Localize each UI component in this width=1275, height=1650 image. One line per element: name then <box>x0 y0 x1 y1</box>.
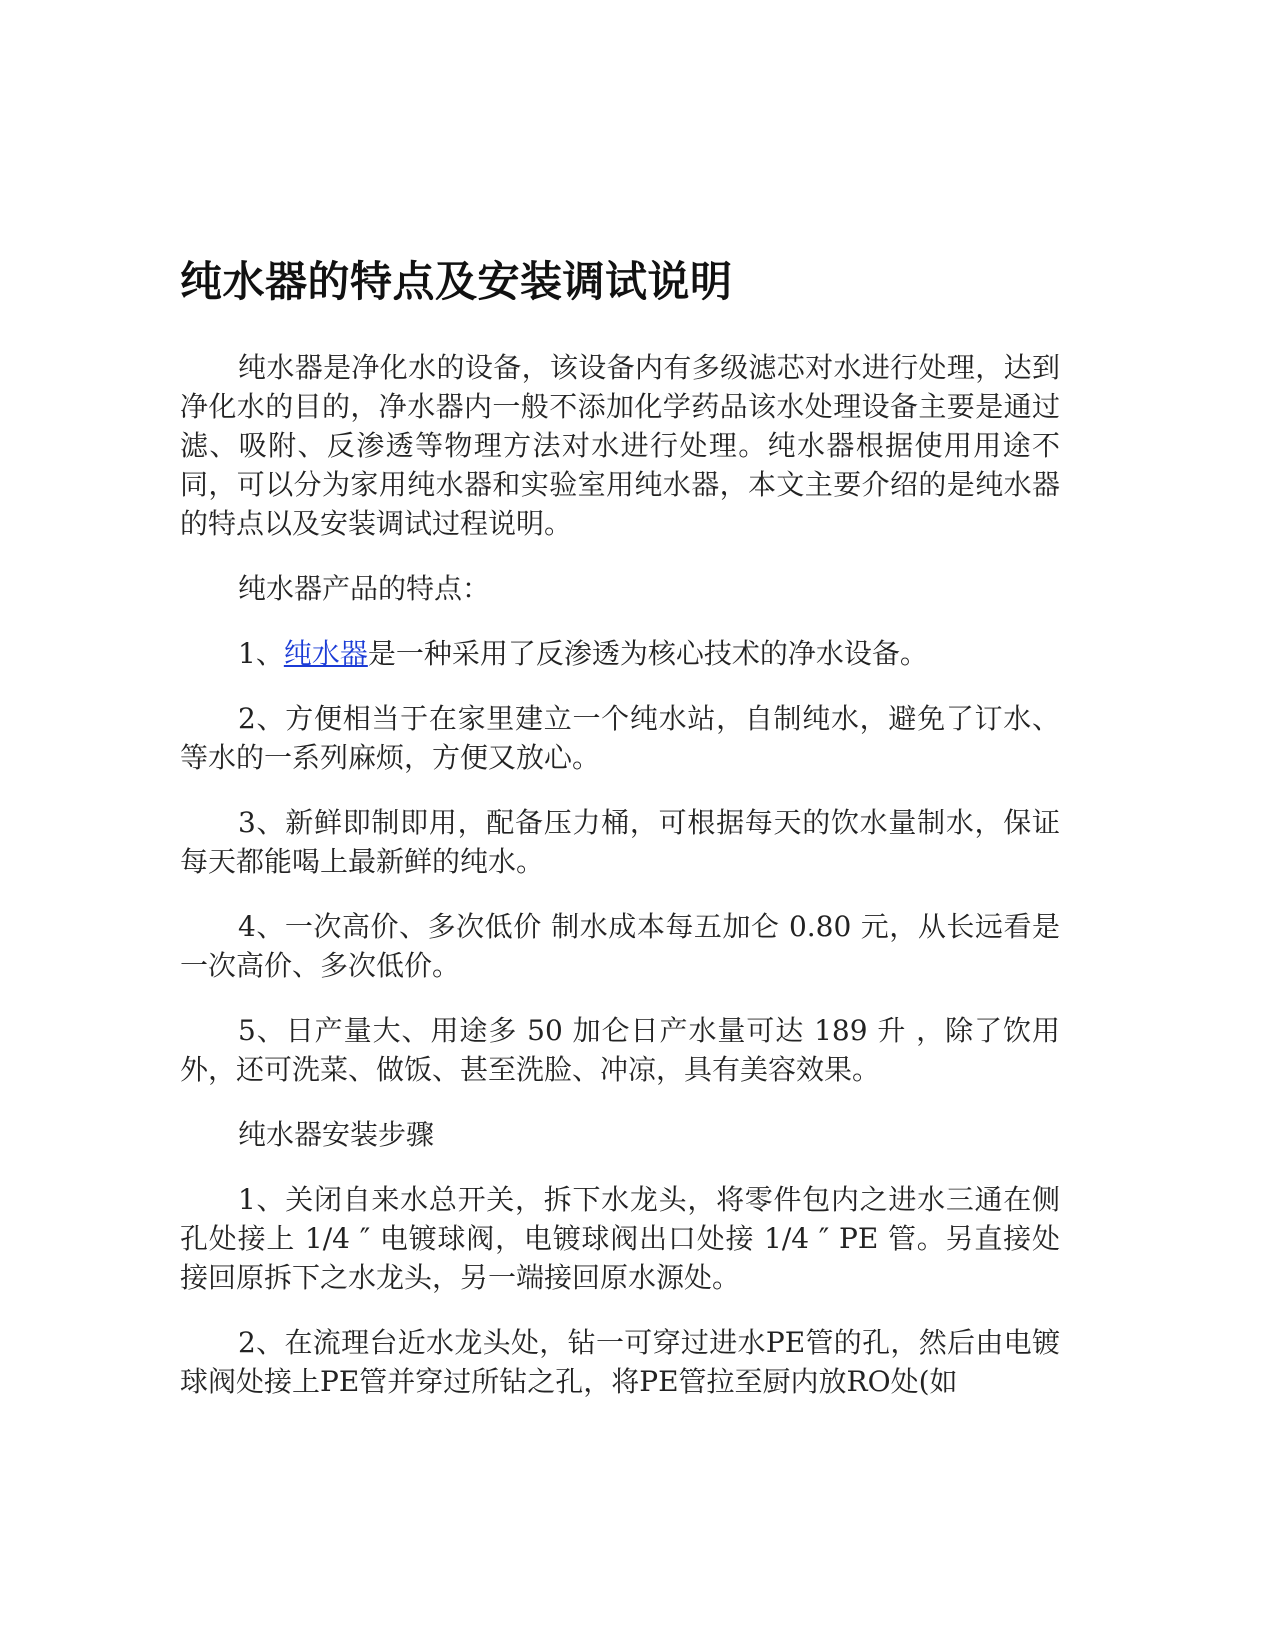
document-page <box>180 250 1060 1427</box>
document-title: 纯水器的特点及安装调试说明 <box>180 257 733 306</box>
feature-item-2: 2、方便相当于在家里建立一个纯水站，自制纯水，避免了订水、等水的一系列麻烦，方便又放心。 <box>180 702 1060 774</box>
water-purifier-link[interactable]: 纯水器 <box>283 637 368 670</box>
install-step-2: 2、在流理台近水龙头处，钻一可穿过进水PE管的孔，然后由电镀球阀处接上PE管并穿过所钻之孔，将PE管拉至厨内放RO处(如 <box>180 1326 1060 1398</box>
features-heading: 纯水器产品的特点： <box>238 572 491 605</box>
feature-item-4: 4、一次高价、多次低价 制水成本每五加仑 0.80 元，从长远看是一次高价、多次低价。 <box>180 910 1060 982</box>
install-step-1: 1、关闭自来水总开关，拆下水龙头，将零件包内之进水三通在侧孔处接上 1/4 ″ 电镀球阀，电镀球阀出口处接 1/4 ″ PE 管。另直接处接回原拆下之水龙头，另一端接回原水源处。 <box>180 1183 1060 1294</box>
intro-paragraph: 纯水器是净化水的设备，该设备内有多级滤芯对水进行处理，达到净化水的目的，净水器内一般不添加化学药品该水处理设备主要是通过滤、吸附、反渗透等物理方法对水进行处理。纯水器根据使用用途不同，可以分为家用纯水器和实验室用纯水器，本文主要介绍的是纯水器的特点以及安装调试过程说明。 <box>180 351 1060 540</box>
feature-item-3: 3、新鲜即制即用，配备压力桶，可根据每天的饮水量制水，保证每天都能喝上最新鲜的纯水。 <box>180 806 1060 878</box>
feature-item-1 <box>180 634 1060 673</box>
feature-1-text: 是一种采用了反渗透为核心技术的净水设备。 <box>367 637 928 670</box>
feature-1-prefix: 1、 <box>238 637 284 670</box>
feature-item-5: 5、日产量大、用途多 50 加仑日产水量可达 189 升 ，除了饮用外，还可洗菜、做饭、甚至洗脸、冲凉，具有美容效果。 <box>180 1014 1060 1086</box>
install-heading: 纯水器安装步骤 <box>238 1118 435 1151</box>
